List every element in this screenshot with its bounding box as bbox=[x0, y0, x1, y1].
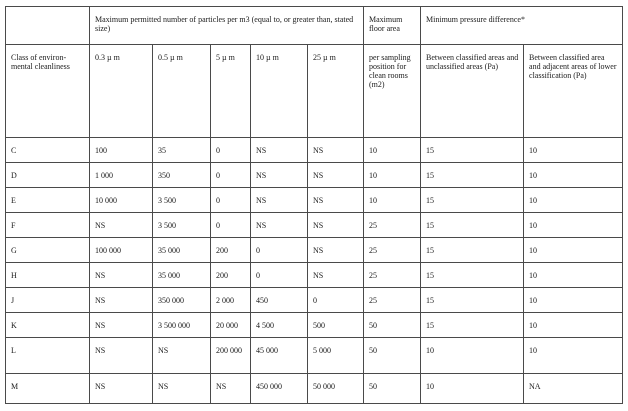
table-cell: M bbox=[6, 374, 90, 404]
table-cell: 25 bbox=[364, 262, 421, 288]
table-cell: 350 000 bbox=[153, 288, 211, 313]
table-cell: 0 bbox=[308, 288, 364, 313]
table-cell: NS bbox=[153, 338, 211, 374]
table-cell: NS bbox=[308, 262, 364, 288]
table-cell: 10 bbox=[421, 338, 524, 374]
col-header-pressure-lower: Between classified area and adjacent areas of lower classification (Pa) bbox=[524, 44, 623, 137]
table-cell: 35 bbox=[153, 137, 211, 162]
table-cell: NS bbox=[251, 162, 308, 188]
table-cell: C bbox=[6, 137, 90, 162]
table-cell: 0 bbox=[251, 262, 308, 288]
table-cell: 10 bbox=[364, 137, 421, 162]
table-cell: 100 000 bbox=[90, 238, 153, 263]
table-cell: 10 bbox=[524, 188, 623, 213]
table-row bbox=[6, 212, 623, 238]
table-cell: F bbox=[6, 212, 90, 238]
cleanliness-class-table bbox=[5, 6, 623, 404]
table-cell: 10 bbox=[524, 238, 623, 263]
table-cell: 35 000 bbox=[153, 262, 211, 288]
table-row bbox=[6, 137, 623, 162]
col-header-10um: 10 µ m bbox=[251, 44, 308, 137]
floor-area-group-header: Maximum floor area bbox=[364, 7, 421, 45]
table-cell: 10 bbox=[364, 188, 421, 213]
table-cell: NS bbox=[90, 374, 153, 404]
table-cell: 25 bbox=[364, 288, 421, 313]
table-cell: K bbox=[6, 312, 90, 338]
table-cell: NS bbox=[90, 338, 153, 374]
table-cell: 10 bbox=[524, 288, 623, 313]
table-row bbox=[6, 338, 623, 374]
table-cell: 10 bbox=[364, 162, 421, 188]
table-row bbox=[6, 288, 623, 313]
table-cell: 200 bbox=[211, 262, 251, 288]
table-cell: 10 bbox=[421, 374, 524, 404]
col-header-0-3um: 0.3 µ m bbox=[90, 44, 153, 137]
table-cell: 0 bbox=[251, 238, 308, 263]
table-cell: D bbox=[6, 162, 90, 188]
table-cell: 50 bbox=[364, 338, 421, 374]
col-header-5um: 5 µ m bbox=[211, 44, 251, 137]
table-cell: 20 000 bbox=[211, 312, 251, 338]
col-header-25um: 25 µ m bbox=[308, 44, 364, 137]
table-cell: 200 000 bbox=[211, 338, 251, 374]
table-cell: 200 bbox=[211, 238, 251, 263]
table-cell: 100 bbox=[90, 137, 153, 162]
table-cell: NS bbox=[90, 262, 153, 288]
table-cell: 0 bbox=[211, 212, 251, 238]
table-cell: 15 bbox=[421, 238, 524, 263]
col-header-pressure-unclassified: Between classified areas and unclassified areas (Pa) bbox=[421, 44, 524, 137]
table-cell: 15 bbox=[421, 288, 524, 313]
table-row bbox=[6, 374, 623, 404]
table-cell: 50 bbox=[364, 374, 421, 404]
table-cell: 10 000 bbox=[90, 188, 153, 213]
table-cell: 10 bbox=[524, 312, 623, 338]
table-row bbox=[6, 238, 623, 263]
table-cell: 3 500 bbox=[153, 212, 211, 238]
table-cell: 15 bbox=[421, 137, 524, 162]
table-cell: H bbox=[6, 262, 90, 288]
table-cell: NS bbox=[308, 212, 364, 238]
table-cell: 3 500 bbox=[153, 188, 211, 213]
table-cell: 15 bbox=[421, 188, 524, 213]
table-row bbox=[6, 162, 623, 188]
column-header-row bbox=[6, 44, 623, 137]
table-cell: NS bbox=[308, 188, 364, 213]
table-cell: 5 000 bbox=[308, 338, 364, 374]
col-header-class: Class of environ-mental cleanliness bbox=[6, 44, 90, 137]
table-cell: 35 000 bbox=[153, 238, 211, 263]
table-cell: 25 bbox=[364, 238, 421, 263]
table-cell: 0 bbox=[211, 137, 251, 162]
table-cell: 10 bbox=[524, 162, 623, 188]
table-cell: 0 bbox=[211, 162, 251, 188]
table-row bbox=[6, 188, 623, 213]
table-cell: 10 bbox=[524, 262, 623, 288]
table-cell: 50 000 bbox=[308, 374, 364, 404]
group-header-row bbox=[6, 7, 623, 45]
table-cell: 4 500 bbox=[251, 312, 308, 338]
table-cell: 350 bbox=[153, 162, 211, 188]
table-cell: 2 000 bbox=[211, 288, 251, 313]
table-cell: 1 000 bbox=[90, 162, 153, 188]
empty-header-cell bbox=[6, 7, 90, 45]
table-cell: 15 bbox=[421, 162, 524, 188]
table-cell: NS bbox=[251, 212, 308, 238]
table-cell: E bbox=[6, 188, 90, 213]
table-cell: 3 500 000 bbox=[153, 312, 211, 338]
table-cell: NS bbox=[90, 212, 153, 238]
table-row bbox=[6, 312, 623, 338]
col-header-0-5um: 0.5 µ m bbox=[153, 44, 211, 137]
table-cell: NS bbox=[153, 374, 211, 404]
col-header-floor-area: per sampling position for clean rooms (m2) bbox=[364, 44, 421, 137]
table-cell: 10 bbox=[524, 212, 623, 238]
table-cell: NS bbox=[90, 312, 153, 338]
table-cell: L bbox=[6, 338, 90, 374]
particles-group-header: Maximum permitted number of particles per m3 (equal to, or greater than, stated size) bbox=[90, 7, 364, 45]
table-cell: 45 000 bbox=[251, 338, 308, 374]
table-cell: 50 bbox=[364, 312, 421, 338]
table-cell: 25 bbox=[364, 212, 421, 238]
table-cell: 15 bbox=[421, 312, 524, 338]
table-cell: NS bbox=[251, 188, 308, 213]
table-cell: NS bbox=[251, 137, 308, 162]
table-cell: 450 000 bbox=[251, 374, 308, 404]
table-cell: NS bbox=[308, 162, 364, 188]
table-cell: 15 bbox=[421, 262, 524, 288]
table-cell: 450 bbox=[251, 288, 308, 313]
table-cell: NS bbox=[90, 288, 153, 313]
table-cell: NS bbox=[211, 374, 251, 404]
table-cell: NS bbox=[308, 238, 364, 263]
table-cell: 10 bbox=[524, 338, 623, 374]
table-cell: NS bbox=[308, 137, 364, 162]
table-cell: G bbox=[6, 238, 90, 263]
table-row bbox=[6, 262, 623, 288]
table-cell: J bbox=[6, 288, 90, 313]
pressure-group-header: Minimum pressure difference* bbox=[421, 7, 623, 45]
table-cell: 500 bbox=[308, 312, 364, 338]
table-cell: 10 bbox=[524, 137, 623, 162]
table-cell: 15 bbox=[421, 212, 524, 238]
table-cell: NA bbox=[524, 374, 623, 404]
table-cell: 0 bbox=[211, 188, 251, 213]
